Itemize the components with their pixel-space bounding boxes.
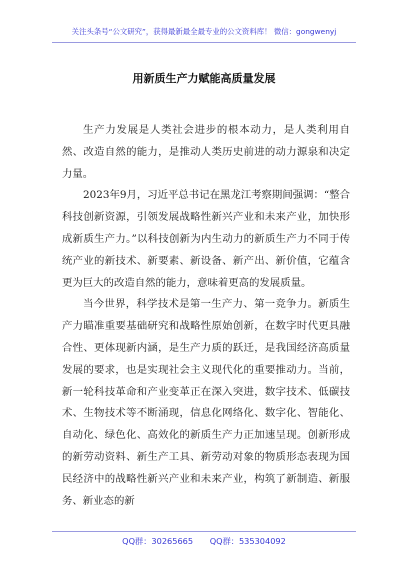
document-body — [62, 120, 350, 512]
footer-divider — [52, 531, 356, 532]
paragraph: 2023年9月，习近平总书记在黑龙江考察期间强调：“整合科技创新资源，引领发展战略性新兴产业和未来产业，加快形成新质生产力。”以科技创新为内生动力的新质生产力不同于传统产业的新技术、新要素、新设备、新产出、新价值，它蕴含更为巨大的改造自然的能力，意味着更高的发展质量。 — [62, 189, 350, 289]
qq-group-2: QQ群：535304092 — [209, 536, 286, 546]
document-title: 用新质生产力赋能高质量发展 — [132, 72, 276, 85]
page-footer — [0, 536, 408, 547]
qq-group-1: QQ群：30265665 — [122, 536, 194, 546]
page-header: 关注头条号“公文研究”，获得最新最全最专业的公文资料库！ 微信：gongwenyj — [71, 27, 337, 36]
paragraph: 生产力发展是人类社会进步的根本动力，是人类利用自然、改造自然的能力，是推动人类历史前进的动力源泉和决定力量。 — [62, 124, 350, 180]
header-divider — [52, 42, 356, 43]
paragraph: 当今世界，科学技术是第一生产力、第一竞争力。新质生产力瞄准重要基础研究和战略性原始创新，在数字时代更具融合性、更体现新内涵，是生产力质的跃迁，是我国经济高质量发展的要求，也是实现社会主义现代化的重要推动力。当前，新一轮科技革命和产业变革正在深入突进，数字技术、低碳技术、生物技术等不断涌现，信息化网络化、数字化、智能化、自动化、绿色化、高效化的新质生产力正加速呈现。创新形成的新劳动资料、新生产工具、新劳动对象的物质形态表现为国民经济中的战略性新兴产业和未来产业，构筑了新制造、新服务、新业态的新 — [62, 298, 350, 507]
